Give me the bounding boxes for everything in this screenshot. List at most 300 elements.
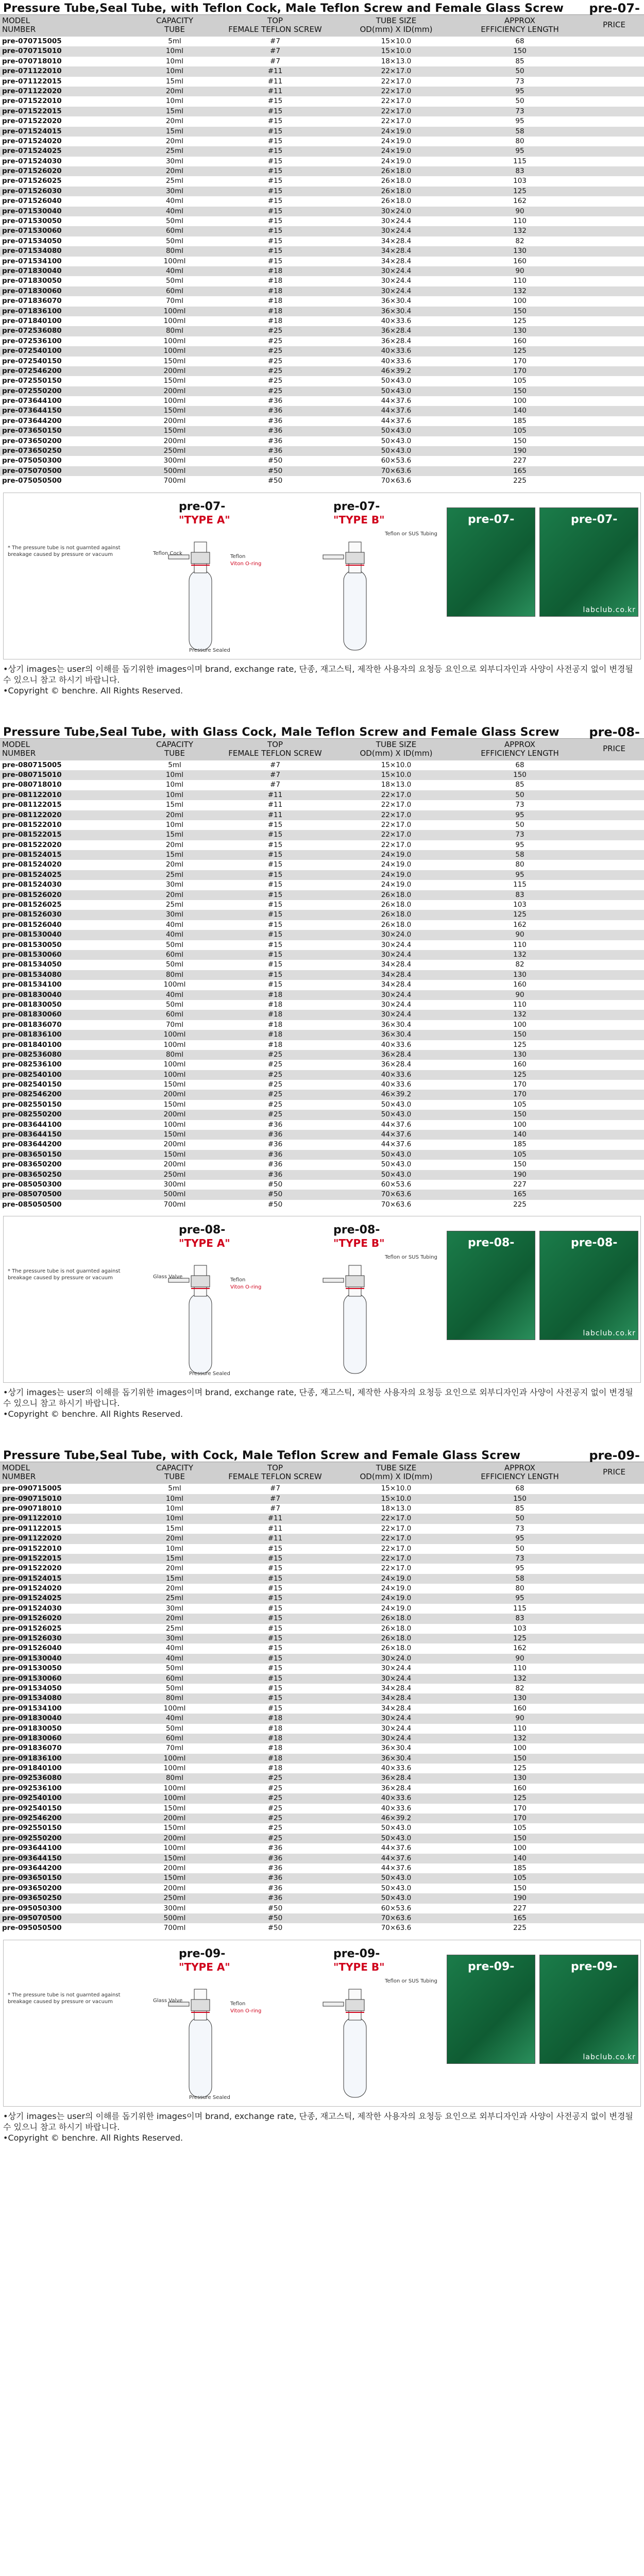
table-row [0, 1804, 644, 1814]
cell-model: pre-093650200 [2, 1884, 62, 1892]
cell-top: #15 [267, 820, 283, 829]
cell-size: 36×28.4 [381, 327, 412, 335]
cell-size: 50×43.0 [381, 1110, 412, 1119]
cell-length: 50 [515, 1544, 524, 1553]
cell-top: #50 [267, 1200, 283, 1209]
cell-top: #18 [267, 1724, 283, 1733]
tube-body [344, 2018, 366, 2097]
cell-model: pre-091830050 [2, 1724, 62, 1733]
cell-price [584, 1040, 644, 1050]
cell-length: 100 [513, 397, 527, 405]
cell-size: 24×19.0 [381, 851, 412, 859]
cell-length: 165 [513, 466, 527, 475]
cell-price [584, 226, 644, 236]
cell-top: #15 [267, 1544, 283, 1553]
table-row [0, 1684, 644, 1693]
cell-top: #25 [267, 1774, 283, 1783]
tube-body [344, 1294, 366, 1374]
table-row [0, 1734, 644, 1743]
cell-top: #36 [267, 1160, 283, 1169]
cell-length: 82 [515, 1684, 524, 1692]
photo-brand: labclub.co.kr [583, 1329, 636, 1338]
cell-size: 70×63.6 [381, 466, 412, 475]
cell-length: 58 [515, 127, 524, 135]
cell-length: 160 [513, 1060, 527, 1069]
cell-price [584, 1704, 644, 1714]
type-b-tube [323, 1989, 366, 2097]
cell-size: 26×18.0 [381, 890, 412, 899]
table-row [0, 1643, 644, 1653]
cell-top: #11 [267, 801, 283, 809]
table-row [0, 1070, 644, 1080]
cell-size: 40×33.6 [381, 357, 412, 365]
table-header [0, 738, 644, 760]
cell-price [584, 1893, 644, 1903]
cell-capacity: 700ml [163, 477, 186, 485]
cell-capacity: 100ml [163, 980, 186, 989]
cell-price [584, 840, 644, 850]
table-row [0, 1544, 644, 1554]
cell-length: 130 [513, 247, 527, 256]
cell-price [584, 57, 644, 66]
table-row [0, 1484, 644, 1494]
cell-price [584, 286, 644, 296]
table-row [0, 1180, 644, 1190]
cell-size: 60×53.6 [381, 1180, 412, 1189]
photo-b-code: pre-08- [571, 1236, 618, 1250]
cell-price [584, 1110, 644, 1120]
cell-size: 44×37.6 [381, 1844, 412, 1853]
table-row [0, 87, 644, 96]
table-row [0, 1574, 644, 1584]
type-a-label: "TYPE A" [179, 513, 230, 526]
header-approx-sub: EFFICIENCY LENGTH [481, 25, 559, 34]
cell-price [584, 800, 644, 810]
section-title: Pressure Tube,Seal Tube, with Teflon Cock, Male Teflon Screw and Female Glass Screw [3, 2, 564, 15]
cell-model: pre-071122010 [2, 67, 62, 76]
cell-size: 24×19.0 [381, 157, 412, 165]
cell-size: 50×43.0 [381, 1834, 412, 1842]
cell-length: 150 [513, 1884, 527, 1892]
cell-price [584, 1863, 644, 1873]
table-row [0, 246, 644, 256]
header-model-label: MODEL [2, 1463, 30, 1473]
cell-length: 100 [513, 297, 527, 306]
cell-length: 160 [513, 257, 527, 265]
cell-size: 30×24.4 [381, 1724, 412, 1733]
teflon-cock-label: Teflon Cock [153, 550, 182, 556]
cell-price [584, 1020, 644, 1030]
table-row [0, 196, 644, 206]
cell-capacity: 150ml [163, 1150, 186, 1159]
cell-capacity: 25ml [165, 1624, 184, 1633]
cell-model: pre-092550150 [2, 1824, 62, 1833]
cell-price [584, 1150, 644, 1160]
cell-price [584, 990, 644, 1000]
cell-top: #15 [267, 117, 283, 126]
disclaimer-caption [0, 1383, 644, 1419]
header-price-label: PRICE [603, 1467, 625, 1477]
cell-size: 24×19.0 [381, 1584, 412, 1593]
table-row [0, 1000, 644, 1010]
cell-top: #15 [267, 1634, 283, 1643]
cell-size: 30×24.4 [381, 266, 412, 275]
cell-length: 125 [513, 1634, 527, 1643]
cell-capacity: 150ml [163, 357, 186, 365]
cell-length: 50 [515, 97, 524, 106]
cell-top: #25 [267, 1060, 283, 1069]
table-row [0, 46, 644, 56]
cell-capacity: 25ml [165, 1594, 184, 1603]
cell-price [584, 316, 644, 326]
table-row [0, 137, 644, 146]
cell-capacity: 100ml [163, 1794, 186, 1803]
cell-model: pre-092540100 [2, 1794, 62, 1803]
cell-capacity: 10ml [165, 47, 184, 56]
cell-size: 50×43.0 [381, 1100, 412, 1109]
cell-price [584, 1190, 644, 1199]
cell-top: #36 [267, 427, 283, 435]
cell-capacity: 200ml [163, 1140, 186, 1149]
table-row [0, 1080, 644, 1090]
cell-price [584, 1873, 644, 1883]
cell-capacity: 60ml [165, 1734, 184, 1742]
cell-price [584, 1743, 644, 1753]
cell-length: 95 [515, 1534, 524, 1543]
cell-top: #15 [267, 831, 283, 839]
cell-top: #36 [267, 416, 283, 425]
header-price-label: PRICE [603, 20, 625, 29]
cell-capacity: 150ml [163, 1824, 186, 1833]
table-row [0, 1654, 644, 1664]
cell-capacity: 30ml [165, 1634, 184, 1643]
cell-size: 46×39.2 [381, 366, 412, 375]
cell-capacity: 10ml [165, 790, 184, 799]
cell-length: 110 [513, 1000, 527, 1009]
cell-model: pre-091836100 [2, 1754, 62, 1762]
header-model-label: MODEL [2, 739, 30, 749]
cell-length: 185 [513, 416, 527, 425]
cell-top: #25 [267, 1070, 283, 1079]
cell-price [584, 1534, 644, 1544]
cell-length: 90 [515, 1714, 524, 1723]
table-row [0, 1030, 644, 1040]
cell-model: pre-085050500 [2, 1200, 62, 1209]
cell-length: 125 [513, 1764, 527, 1773]
cell-top: #18 [267, 266, 283, 275]
cell-top: #7 [270, 47, 280, 56]
table-row [0, 850, 644, 860]
cell-model: pre-091526030 [2, 1634, 62, 1643]
cell-price [584, 1854, 644, 1863]
cell-model: pre-071522010 [2, 97, 62, 106]
cell-top: #15 [267, 910, 283, 919]
cell-size: 50×43.0 [381, 377, 412, 385]
type-a-title: pre-08- [179, 1224, 226, 1237]
table-row [0, 1200, 644, 1210]
teflon-label: Teflon [230, 1277, 246, 1283]
table-row [0, 970, 644, 980]
table-row [0, 426, 644, 436]
cell-length: 225 [513, 1924, 527, 1933]
cell-top: #18 [267, 1010, 283, 1019]
cell-capacity: 100ml [163, 1070, 186, 1079]
cell-capacity: 40ml [165, 197, 184, 206]
table-row [0, 1693, 644, 1703]
cell-size: 22×17.0 [381, 67, 412, 76]
table-row [0, 1594, 644, 1603]
cell-price [584, 850, 644, 860]
cell-model: pre-081526020 [2, 890, 62, 899]
cell-top: #15 [267, 980, 283, 989]
cell-capacity: 20ml [165, 1534, 184, 1543]
product-section-1 [0, 0, 644, 724]
header-size-label: TUBE SIZE [376, 739, 417, 749]
table-row [0, 1664, 644, 1673]
cell-price [584, 446, 644, 456]
cell-top: #15 [267, 127, 283, 135]
cell-price [584, 107, 644, 116]
cell-price [584, 406, 644, 416]
cell-size: 36×30.4 [381, 1020, 412, 1029]
cell-top: #15 [267, 1654, 283, 1663]
cell-top: #15 [267, 930, 283, 939]
cell-size: 15×10.0 [381, 760, 412, 769]
cell-size: 50×43.0 [381, 1894, 412, 1903]
cell-capacity: 200ml [163, 1090, 186, 1099]
cell-top: #25 [267, 357, 283, 365]
header-approx [455, 15, 584, 37]
cell-length: 130 [513, 327, 527, 335]
cell-price [584, 307, 644, 316]
cell-model: pre-081526040 [2, 920, 62, 929]
cell-price [584, 266, 644, 276]
header-model [0, 15, 136, 37]
cell-top: #36 [267, 1170, 283, 1179]
cell-price [584, 860, 644, 870]
cell-model: pre-081830040 [2, 990, 62, 999]
cell-top: #18 [267, 1040, 283, 1049]
photo-a-code: pre-07- [468, 513, 515, 526]
cell-length: 58 [515, 851, 524, 859]
cell-size: 36×30.4 [381, 1744, 412, 1753]
cell-model: pre-083650150 [2, 1150, 62, 1159]
cell-size: 22×17.0 [381, 790, 412, 799]
cell-size: 30×24.4 [381, 940, 412, 949]
cell-top: #7 [270, 781, 280, 789]
cell-size: 26×18.0 [381, 187, 412, 195]
cell-capacity: 200ml [163, 386, 186, 395]
product-section-3 [0, 1447, 644, 2171]
table-row [0, 1584, 644, 1594]
cell-top: #36 [267, 406, 283, 415]
screw-cap [191, 552, 210, 564]
cell-model: pre-071534050 [2, 236, 62, 245]
cell-top: #15 [267, 1574, 283, 1583]
cell-model: pre-091534050 [2, 1684, 62, 1692]
header-capacity [136, 15, 213, 37]
cell-capacity: 80ml [165, 970, 184, 979]
table-body [0, 37, 644, 486]
cell-length: 130 [513, 970, 527, 979]
cell-size: 44×37.6 [381, 1854, 412, 1862]
cell-price [584, 1714, 644, 1723]
cell-length: 130 [513, 1050, 527, 1059]
cell-size: 36×28.4 [381, 1050, 412, 1059]
cell-capacity: 25ml [165, 870, 184, 879]
cell-model: pre-071524015 [2, 127, 62, 135]
cell-size: 34×28.4 [381, 236, 412, 245]
cell-top: #15 [267, 97, 283, 106]
header-tube-label: TUBE [164, 1472, 185, 1482]
disclaimer-text: •상기 images는 user의 이해를 돕기위한 images이며 brand, exchange rate, 단종, 재고스틱, 제작한 사용자의 요청등 요인으로 외부디자인과 사양이 사전공지 없이 변경될 수 있으니 참고 하시기 바랍니다. [3, 2111, 633, 2132]
cell-model: pre-081830050 [2, 1000, 62, 1009]
cell-size: 24×19.0 [381, 870, 412, 879]
header-top-label: TOP [267, 1463, 283, 1473]
cell-model: pre-093650150 [2, 1874, 62, 1883]
cell-length: 150 [513, 1110, 527, 1119]
table-row [0, 1564, 644, 1573]
cell-top: #18 [267, 307, 283, 315]
table-row [0, 1120, 644, 1130]
copyright-text: •Copyright © benchre. All Rights Reserved. [3, 685, 183, 696]
cell-capacity: 100ml [163, 1040, 186, 1049]
cell-size: 36×30.4 [381, 1754, 412, 1762]
cell-capacity: 100ml [163, 257, 186, 265]
cell-model: pre-072536100 [2, 336, 62, 345]
cell-price [584, 116, 644, 126]
table-row [0, 1704, 644, 1714]
cell-price [584, 1654, 644, 1664]
table-row [0, 57, 644, 66]
table-row [0, 346, 644, 356]
cell-length: 185 [513, 1140, 527, 1149]
cell-price [584, 66, 644, 76]
cell-size: 36×28.4 [381, 1060, 412, 1069]
cell-price [584, 790, 644, 800]
cell-top: #50 [267, 456, 283, 465]
header-size-sub: OD(mm) X ID(mm) [360, 748, 433, 758]
cell-price [584, 87, 644, 96]
cell-top: #7 [270, 1484, 280, 1493]
cell-top: #25 [267, 327, 283, 335]
cell-length: 140 [513, 1130, 527, 1139]
cell-length: 170 [513, 1090, 527, 1099]
cell-top: #15 [267, 236, 283, 245]
cell-model: pre-095050500 [2, 1924, 62, 1933]
table-row [0, 1160, 644, 1170]
cell-capacity: 250ml [163, 447, 186, 455]
cell-price [584, 1130, 644, 1140]
product-photo-a [447, 507, 535, 617]
cell-top: #15 [267, 960, 283, 969]
cell-model: pre-071522020 [2, 117, 62, 126]
cell-capacity: 100ml [163, 1784, 186, 1792]
table-row [0, 107, 644, 116]
cell-price [584, 1100, 644, 1110]
cell-model: pre-091122020 [2, 1534, 62, 1543]
cell-price [584, 1614, 644, 1623]
cell-size: 36×28.4 [381, 1784, 412, 1792]
cell-top: #36 [267, 397, 283, 405]
cell-length: 185 [513, 1864, 527, 1872]
cell-size: 22×17.0 [381, 831, 412, 839]
cell-top: #36 [267, 1894, 283, 1903]
cell-size: 44×37.6 [381, 1140, 412, 1149]
cell-top: #50 [267, 1190, 283, 1199]
cell-size: 40×33.6 [381, 1040, 412, 1049]
cell-length: 125 [513, 1040, 527, 1049]
table-row [0, 1504, 644, 1514]
cell-size: 44×37.6 [381, 1864, 412, 1872]
cell-length: 80 [515, 137, 524, 145]
cell-price [584, 1010, 644, 1020]
cell-length: 95 [515, 117, 524, 126]
header-size-sub: OD(mm) X ID(mm) [360, 25, 433, 34]
header-capacity-label: CAPACITY [156, 1463, 194, 1473]
cell-capacity: 60ml [165, 227, 184, 235]
cell-capacity: 70ml [165, 1020, 184, 1029]
table-row [0, 1060, 644, 1070]
cell-size: 44×37.6 [381, 397, 412, 405]
cell-size: 22×17.0 [381, 1534, 412, 1543]
pressure-sealed-label: Pressure Sealed [189, 2094, 230, 2100]
tube-drawing [158, 1951, 447, 2105]
cell-capacity: 150ml [163, 406, 186, 415]
header-approx-sub: EFFICIENCY LENGTH [481, 1472, 559, 1482]
cell-capacity: 100ml [163, 397, 186, 405]
type-b-title: pre-09- [333, 1947, 380, 1960]
header-price [584, 15, 644, 37]
cell-model: pre-091522015 [2, 1554, 62, 1563]
cell-top: #18 [267, 1764, 283, 1773]
cell-length: 103 [513, 1624, 527, 1633]
table-body [0, 760, 644, 1210]
table-row [0, 870, 644, 880]
cell-capacity: 150ml [163, 1080, 186, 1089]
table-row [0, 1524, 644, 1534]
disclaimer-text: •상기 images는 user의 이해를 돕기위한 images이며 brand, exchange rate, 단종, 재고스틱, 제작한 사용자의 요청등 요인으로 외부디자인과 사양이 사전공지 없이 변경될 수 있으니 참고 하시기 바랍니다. [3, 1387, 633, 1409]
cell-model: pre-090718010 [2, 1504, 62, 1513]
cell-length: 132 [513, 1674, 527, 1683]
table-row [0, 830, 644, 840]
cell-price [584, 137, 644, 146]
table-row [0, 1494, 644, 1504]
cell-capacity: 100ml [163, 1754, 186, 1762]
cell-price [584, 1913, 644, 1923]
table-row [0, 860, 644, 870]
cell-top: #15 [267, 167, 283, 176]
cell-size: 30×24.4 [381, 1664, 412, 1673]
cell-model: pre-091840100 [2, 1764, 62, 1773]
cell-model: pre-083650250 [2, 1170, 62, 1179]
cell-top: #15 [267, 1554, 283, 1563]
cell-price [584, 1170, 644, 1180]
cell-model: pre-095050300 [2, 1904, 62, 1912]
header-capacity [136, 739, 213, 760]
cell-model: pre-081530040 [2, 930, 62, 939]
tube-body [189, 1294, 212, 1374]
cell-capacity: 250ml [163, 1894, 186, 1903]
cell-model: pre-093650250 [2, 1894, 62, 1903]
cell-price [584, 820, 644, 830]
cell-model: pre-083650200 [2, 1160, 62, 1169]
table-row [0, 1624, 644, 1634]
table-row [0, 1140, 644, 1149]
cell-top: #7 [270, 760, 280, 769]
tube-drawing [158, 1227, 447, 1381]
cell-length: 105 [513, 1874, 527, 1883]
